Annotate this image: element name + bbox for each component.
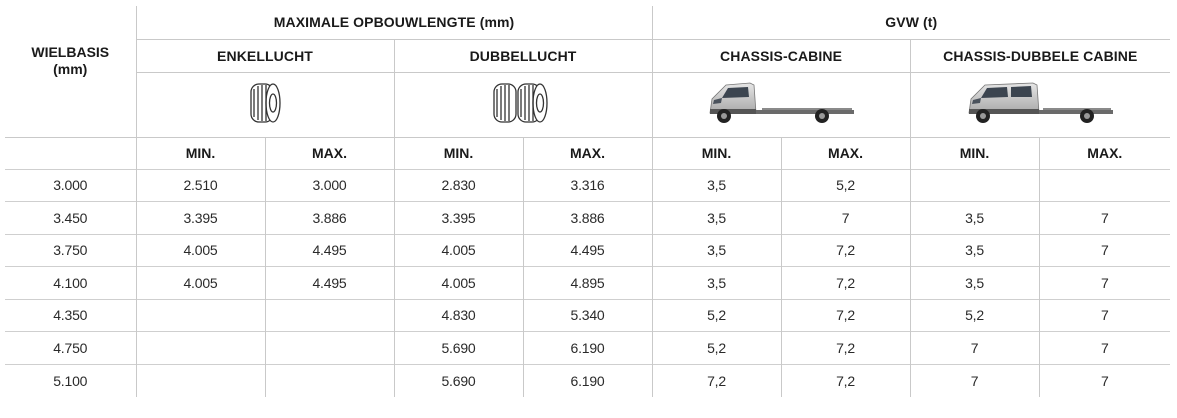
min-label: MIN. [394, 137, 523, 169]
twin-max-value: 5.340 [523, 299, 652, 332]
max-label: MAX. [523, 137, 652, 169]
twin-max-value: 6.190 [523, 364, 652, 397]
double-cab-min-value: 3,5 [910, 234, 1039, 267]
wheelbase-value: 3.450 [5, 202, 136, 235]
single-min-value [136, 364, 265, 397]
double-cab-max-value: 7 [1039, 202, 1170, 235]
cab-min-value: 7,2 [652, 364, 781, 397]
group-twin-tyre-label: DUBBELLUCHT [394, 39, 652, 72]
twin-min-value: 4.005 [394, 234, 523, 267]
table-row [5, 202, 1170, 235]
wheelbase-value: 3.000 [5, 169, 136, 202]
gvw-title: GVW (t) [652, 6, 1170, 39]
body-length-title: MAXIMALE OPBOUWLENGTE (mm) [136, 6, 652, 39]
cab-max-value: 7,2 [781, 267, 910, 300]
double-cab-max-value: 7 [1039, 364, 1170, 397]
twin-min-value: 4.005 [394, 267, 523, 300]
wheelbase-value: 3.750 [5, 234, 136, 267]
table-row [5, 169, 1170, 202]
twin-tyre-icon [490, 81, 556, 125]
single-min-value [136, 332, 265, 365]
max-label: MAX. [1087, 145, 1123, 161]
max-label: MAX. [781, 137, 910, 169]
double-cab-min-value: 7 [910, 332, 1039, 365]
single-tyre-icon [245, 81, 285, 125]
double-cab-max-value: 7 [1039, 234, 1170, 267]
single-max-value [265, 299, 394, 332]
wheelbase-value: 4.100 [5, 267, 136, 300]
twin-min-value: 5.690 [394, 332, 523, 365]
twin-max-value: 4.495 [523, 234, 652, 267]
single-max-value [265, 332, 394, 365]
single-max-value: 3.886 [265, 202, 394, 235]
double-cab-min-value: 3,5 [910, 267, 1039, 300]
min-label: MIN. [136, 137, 265, 169]
wheelbase-unit: (mm) [53, 61, 88, 78]
max-label: MAX. [265, 137, 394, 169]
twin-min-value: 4.830 [394, 299, 523, 332]
twin-max-value: 3.886 [523, 202, 652, 235]
table-row [5, 364, 1170, 397]
single-max-value [265, 364, 394, 397]
twin-max-value: 3.316 [523, 169, 652, 202]
cab-max-value: 5,2 [781, 169, 910, 202]
twin-min-value: 2.830 [394, 169, 523, 202]
double-cab-cell [910, 72, 1170, 137]
twin-min-value: 3.395 [394, 202, 523, 235]
cab-min-value: 3,5 [652, 169, 781, 202]
twin-max-value: 6.190 [523, 332, 652, 365]
single-max-value: 4.495 [265, 234, 394, 267]
wheelbase-blank-cell [5, 137, 136, 169]
single-max-value: 4.495 [265, 267, 394, 300]
table-row [5, 234, 1170, 267]
table-row [5, 299, 1170, 332]
cab-max-value: 7,2 [781, 332, 910, 365]
cab-min-value: 3,5 [652, 234, 781, 267]
wheelbase-spec-table [5, 6, 1170, 397]
single-min-value [136, 299, 265, 332]
wheelbase-column-header [5, 6, 136, 137]
double-cab-min-value: 3,5 [910, 202, 1039, 235]
twin-max-value: 4.895 [523, 267, 652, 300]
double-cab-max-value: 7 [1039, 299, 1170, 332]
chassis-cab-cell [652, 72, 910, 137]
group-single-tyre-label: ENKELLUCHT [136, 39, 394, 72]
double-cab-max-value: 7 [1039, 267, 1170, 300]
cab-max-value: 7 [781, 202, 910, 235]
double-cab-max-value: 7 [1039, 332, 1170, 365]
single-max-value: 3.000 [265, 169, 394, 202]
table-row [5, 332, 1170, 365]
wheelbase-label: WIELBASIS [31, 44, 110, 61]
wheelbase-value: 4.350 [5, 299, 136, 332]
wheelbase-value: 4.750 [5, 332, 136, 365]
single-min-value: 4.005 [136, 267, 265, 300]
cab-max-value: 7,2 [781, 299, 910, 332]
cab-min-value: 3,5 [652, 267, 781, 300]
double-cab-min-value: 5,2 [910, 299, 1039, 332]
single-min-value: 4.005 [136, 234, 265, 267]
single-min-value: 3.395 [136, 202, 265, 235]
cab-max-value: 7,2 [781, 234, 910, 267]
group-double-cab-label: CHASSIS-DUBBELE CABINE [910, 39, 1170, 72]
twin-min-value: 5.690 [394, 364, 523, 397]
twin-tyre-cell [394, 72, 652, 137]
group-chassis-cab-label: CHASSIS-CABINE [652, 39, 910, 72]
double-cab-van-icon [961, 79, 1119, 127]
single-min-value: 2.510 [136, 169, 265, 202]
single-tyre-cell [136, 72, 394, 137]
min-label: MIN. [910, 137, 1039, 169]
chassis-cab-van-icon [702, 79, 860, 127]
cab-min-value: 5,2 [652, 299, 781, 332]
table-row [5, 267, 1170, 300]
min-label: MIN. [652, 137, 781, 169]
wheelbase-value: 5.100 [5, 364, 136, 397]
double-cab-min-value [910, 169, 1039, 202]
double-cab-max-value [1039, 169, 1170, 202]
cab-max-value: 7,2 [781, 364, 910, 397]
double-cab-min-value: 7 [910, 364, 1039, 397]
cab-min-value: 5,2 [652, 332, 781, 365]
cab-min-value: 3,5 [652, 202, 781, 235]
